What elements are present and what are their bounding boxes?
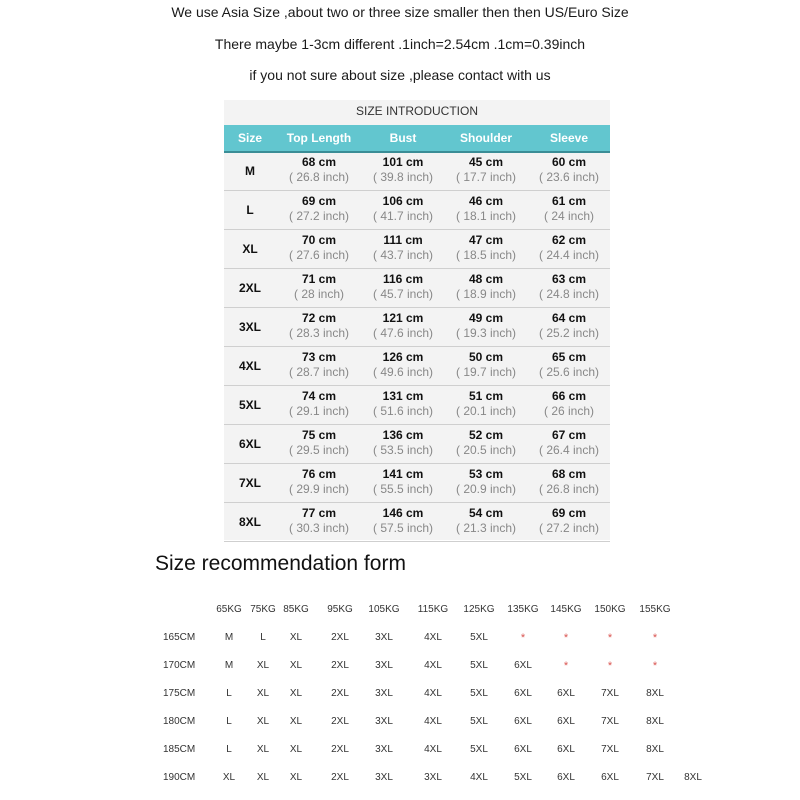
recommended-size: 5XL bbox=[470, 660, 488, 671]
cm-value: 49 cm bbox=[468, 311, 504, 325]
cm-value: 66 cm bbox=[551, 389, 587, 403]
recommended-size: 6XL bbox=[601, 772, 619, 783]
recommended-size: XL bbox=[256, 716, 270, 727]
not-available-mark: * bbox=[607, 660, 613, 672]
header-top-length: Top Length bbox=[286, 131, 352, 145]
recommended-size: XL bbox=[289, 688, 303, 699]
table-row bbox=[224, 503, 610, 542]
recommended-size: 4XL bbox=[424, 660, 442, 671]
measurement-cell bbox=[362, 347, 444, 385]
recommended-size: XL bbox=[256, 772, 270, 783]
size-table-body bbox=[224, 152, 610, 542]
recommended-size: M bbox=[224, 660, 234, 671]
measurement-cell bbox=[276, 464, 362, 502]
inch-value: ( 51.6 inch) bbox=[372, 404, 434, 418]
cm-value: 106 cm bbox=[382, 194, 424, 208]
size-recommendation-form bbox=[133, 544, 700, 800]
measurement-cell bbox=[444, 503, 528, 541]
inch-value: ( 43.7 inch) bbox=[372, 248, 434, 262]
measurement-cell bbox=[528, 503, 610, 541]
size-label: 5XL bbox=[238, 398, 261, 412]
measurement-cell bbox=[276, 425, 362, 463]
size-label: M bbox=[245, 164, 255, 178]
table-row bbox=[224, 269, 610, 308]
recommended-size: XL bbox=[222, 772, 236, 783]
cm-value: 63 cm bbox=[551, 272, 587, 286]
inch-value: ( 20.1 inch) bbox=[455, 404, 517, 418]
cm-value: 52 cm bbox=[468, 428, 504, 442]
inch-value: ( 24 inch) bbox=[543, 209, 595, 223]
cm-value: 116 cm bbox=[382, 272, 424, 286]
cm-value: 71 cm bbox=[301, 272, 337, 286]
recommended-size: 8XL bbox=[646, 688, 664, 699]
recommended-size: 2XL bbox=[331, 632, 349, 643]
measurement-cell bbox=[444, 191, 528, 229]
cm-value: 67 cm bbox=[551, 428, 587, 442]
recommended-size: 2XL bbox=[331, 744, 349, 755]
inch-value: ( 18.5 inch) bbox=[455, 248, 517, 262]
measurement-cell bbox=[276, 347, 362, 385]
inch-value: ( 23.6 inch) bbox=[538, 170, 600, 184]
cm-value: 65 cm bbox=[551, 350, 587, 364]
inch-value: ( 39.8 inch) bbox=[372, 170, 434, 184]
measurement-cell bbox=[362, 269, 444, 307]
cm-value: 70 cm bbox=[301, 233, 337, 247]
recommended-size: 5XL bbox=[470, 688, 488, 699]
recommended-size: 6XL bbox=[557, 744, 575, 755]
recommended-size: 6XL bbox=[557, 716, 575, 727]
recommended-size: L bbox=[226, 744, 232, 755]
inch-value: ( 29.9 inch) bbox=[288, 482, 350, 496]
measurement-cell bbox=[276, 386, 362, 424]
cm-value: 69 cm bbox=[551, 506, 587, 520]
size-label: 8XL bbox=[238, 515, 261, 529]
measurement-cell bbox=[362, 308, 444, 346]
cm-value: 146 cm bbox=[382, 506, 424, 520]
size-label: L bbox=[246, 203, 254, 217]
measurement-cell bbox=[276, 230, 362, 268]
inch-value: ( 29.1 inch) bbox=[288, 404, 350, 418]
contact-note: if you not sure about size ,please contact with us bbox=[249, 67, 551, 83]
inch-value: ( 27.2 inch) bbox=[288, 209, 350, 223]
cm-value: 136 cm bbox=[382, 428, 424, 442]
cm-value: 131 cm bbox=[382, 389, 424, 403]
recommended-size: 6XL bbox=[514, 688, 532, 699]
size-label: 7XL bbox=[238, 476, 261, 490]
weight-label: 155KG bbox=[639, 604, 671, 615]
recommended-size: XL bbox=[256, 660, 270, 671]
cm-value: 50 cm bbox=[468, 350, 504, 364]
conversion-note: There maybe 1-3cm different .1inch=2.54cm .1cm=0.39inch bbox=[214, 36, 586, 52]
size-label: XL bbox=[242, 242, 258, 256]
size-table-header bbox=[224, 125, 610, 153]
inch-value: ( 26.8 inch) bbox=[538, 482, 600, 496]
inch-value: ( 19.7 inch) bbox=[455, 365, 517, 379]
recommended-size: XL bbox=[289, 772, 303, 783]
inch-value: ( 19.3 inch) bbox=[455, 326, 517, 340]
not-available-mark: * bbox=[563, 632, 569, 644]
cm-value: 76 cm bbox=[301, 467, 337, 481]
measurement-cell bbox=[444, 308, 528, 346]
inch-value: ( 20.5 inch) bbox=[455, 443, 517, 457]
cm-value: 48 cm bbox=[468, 272, 504, 286]
cm-value: 73 cm bbox=[301, 350, 337, 364]
inch-value: ( 18.1 inch) bbox=[455, 209, 517, 223]
measurement-cell bbox=[528, 386, 610, 424]
cm-value: 141 cm bbox=[382, 467, 424, 481]
recommended-size: 3XL bbox=[424, 772, 442, 783]
inch-value: ( 47.6 inch) bbox=[372, 326, 434, 340]
measurement-cell bbox=[444, 269, 528, 307]
not-available-mark: * bbox=[652, 660, 658, 672]
table-row bbox=[224, 191, 610, 230]
recommended-size: 8XL bbox=[646, 744, 664, 755]
size-label: 2XL bbox=[238, 281, 261, 295]
inch-value: ( 55.5 inch) bbox=[372, 482, 434, 496]
cm-value: 45 cm bbox=[468, 155, 504, 169]
recommended-size: 6XL bbox=[514, 716, 532, 727]
inch-value: ( 41.7 inch) bbox=[372, 209, 434, 223]
recommended-size: 4XL bbox=[424, 632, 442, 643]
not-available-mark: * bbox=[563, 660, 569, 672]
measurement-cell bbox=[528, 191, 610, 229]
recommended-size: 6XL bbox=[557, 772, 575, 783]
size-label: 4XL bbox=[238, 359, 261, 373]
weight-label: 115KG bbox=[417, 604, 449, 615]
cm-value: 121 cm bbox=[382, 311, 424, 325]
recommended-size: 4XL bbox=[424, 688, 442, 699]
table-row bbox=[224, 425, 610, 464]
recommended-size: 5XL bbox=[470, 632, 488, 643]
measurement-cell bbox=[528, 152, 610, 190]
inch-value: ( 30.3 inch) bbox=[288, 521, 350, 535]
measurement-cell bbox=[362, 503, 444, 541]
measurement-cell bbox=[276, 152, 362, 190]
cm-value: 111 cm bbox=[383, 233, 423, 247]
measurement-cell bbox=[528, 464, 610, 502]
inch-value: ( 27.6 inch) bbox=[288, 248, 350, 262]
table-row bbox=[224, 464, 610, 503]
measurement-cell bbox=[362, 386, 444, 424]
header-shoulder: Shoulder bbox=[459, 131, 512, 145]
measurement-cell bbox=[444, 347, 528, 385]
recommended-size: 5XL bbox=[470, 744, 488, 755]
inch-value: ( 26 inch) bbox=[543, 404, 595, 418]
recommended-size: 2XL bbox=[331, 716, 349, 727]
weight-label: 125KG bbox=[463, 604, 495, 615]
recommended-size: 3XL bbox=[375, 772, 393, 783]
table-row bbox=[224, 347, 610, 386]
recommendation-title: Size recommendation form bbox=[155, 552, 406, 575]
cm-value: 61 cm bbox=[551, 194, 587, 208]
inch-value: ( 24.8 inch) bbox=[538, 287, 600, 301]
recommendation-grid bbox=[133, 544, 700, 800]
recommended-size: 4XL bbox=[424, 744, 442, 755]
recommended-size: 4XL bbox=[424, 716, 442, 727]
recommended-size: 3XL bbox=[375, 632, 393, 643]
asia-size-note: We use Asia Size ,about two or three size smaller then then US/Euro Size bbox=[171, 4, 629, 20]
inch-value: ( 45.7 inch) bbox=[372, 287, 434, 301]
inch-value: ( 18.9 inch) bbox=[455, 287, 517, 301]
not-available-mark: * bbox=[520, 632, 526, 644]
size-table-title: SIZE INTRODUCTION bbox=[356, 104, 478, 118]
recommended-size: XL bbox=[289, 660, 303, 671]
measurement-cell bbox=[362, 464, 444, 502]
table-row bbox=[224, 230, 610, 269]
measurement-cell bbox=[362, 230, 444, 268]
measurement-cell bbox=[528, 347, 610, 385]
measurement-cell bbox=[444, 425, 528, 463]
recommended-size: 5XL bbox=[470, 716, 488, 727]
recommended-size: XL bbox=[289, 716, 303, 727]
measurement-cell bbox=[444, 230, 528, 268]
measurement-cell bbox=[276, 191, 362, 229]
cm-value: 51 cm bbox=[468, 389, 504, 403]
table-row bbox=[224, 152, 610, 191]
recommended-size: 6XL bbox=[514, 744, 532, 755]
size-label: 6XL bbox=[238, 437, 261, 451]
inch-value: ( 29.5 inch) bbox=[288, 443, 350, 457]
measurement-cell bbox=[444, 386, 528, 424]
recommended-size: L bbox=[226, 716, 232, 727]
recommended-size: 3XL bbox=[375, 716, 393, 727]
cm-value: 77 cm bbox=[301, 506, 337, 520]
inch-value: ( 49.6 inch) bbox=[372, 365, 434, 379]
inch-value: ( 28 inch) bbox=[293, 287, 345, 301]
cm-value: 68 cm bbox=[301, 155, 337, 169]
measurement-cell bbox=[528, 230, 610, 268]
recommended-size: 2XL bbox=[331, 660, 349, 671]
weight-label: 95KG bbox=[327, 604, 353, 615]
recommended-size: 5XL bbox=[514, 772, 532, 783]
recommended-size: L bbox=[226, 688, 232, 699]
table-row bbox=[224, 386, 610, 425]
recommended-size: 8XL bbox=[684, 772, 702, 783]
recommended-size: 2XL bbox=[331, 688, 349, 699]
cm-value: 60 cm bbox=[551, 155, 587, 169]
weight-label: 145KG bbox=[550, 604, 582, 615]
cm-value: 68 cm bbox=[551, 467, 587, 481]
header-sleeve: Sleeve bbox=[549, 131, 589, 145]
not-available-mark: * bbox=[652, 632, 658, 644]
inch-value: ( 20.9 inch) bbox=[455, 482, 517, 496]
measurement-cell bbox=[362, 152, 444, 190]
inch-value: ( 26.8 inch) bbox=[288, 170, 350, 184]
weight-label: 105KG bbox=[368, 604, 400, 615]
recommended-size: 8XL bbox=[646, 716, 664, 727]
inch-value: ( 28.3 inch) bbox=[288, 326, 350, 340]
inch-value: ( 24.4 inch) bbox=[538, 248, 600, 262]
measurement-cell bbox=[528, 425, 610, 463]
recommended-size: XL bbox=[256, 744, 270, 755]
recommended-size: 7XL bbox=[601, 744, 619, 755]
height-label: 175CM bbox=[163, 688, 196, 699]
table-row bbox=[224, 308, 610, 347]
cm-value: 53 cm bbox=[468, 467, 504, 481]
measurement-cell bbox=[276, 503, 362, 541]
inch-value: ( 26.4 inch) bbox=[538, 443, 600, 457]
size-label: 3XL bbox=[238, 320, 261, 334]
cm-value: 47 cm bbox=[468, 233, 504, 247]
weight-label: 150KG bbox=[594, 604, 626, 615]
height-label: 185CM bbox=[163, 744, 196, 755]
recommended-size: 3XL bbox=[375, 660, 393, 671]
inch-value: ( 53.5 inch) bbox=[372, 443, 434, 457]
not-available-mark: * bbox=[607, 632, 613, 644]
recommended-size: XL bbox=[289, 744, 303, 755]
recommended-size: 6XL bbox=[514, 660, 532, 671]
cm-value: 46 cm bbox=[468, 194, 504, 208]
cm-value: 62 cm bbox=[551, 233, 587, 247]
measurement-cell bbox=[444, 152, 528, 190]
weight-label: 65KG bbox=[216, 604, 242, 615]
cm-value: 69 cm bbox=[301, 194, 337, 208]
cm-value: 75 cm bbox=[301, 428, 337, 442]
weight-label: 135KG bbox=[507, 604, 539, 615]
header-size: Size bbox=[237, 131, 262, 145]
recommended-size: 3XL bbox=[375, 688, 393, 699]
recommended-size: 3XL bbox=[375, 744, 393, 755]
inch-value: ( 27.2 inch) bbox=[538, 521, 600, 535]
inch-value: ( 21.3 inch) bbox=[455, 521, 517, 535]
cm-value: 64 cm bbox=[551, 311, 587, 325]
recommended-size: 6XL bbox=[557, 688, 575, 699]
recommended-size: L bbox=[260, 632, 266, 643]
recommended-size: XL bbox=[289, 632, 303, 643]
measurement-cell bbox=[528, 308, 610, 346]
measurement-cell bbox=[276, 269, 362, 307]
weight-label: 75KG bbox=[250, 604, 276, 615]
cm-value: 126 cm bbox=[382, 350, 424, 364]
cm-value: 101 cm bbox=[382, 155, 424, 169]
measurement-cell bbox=[276, 308, 362, 346]
measurement-cell bbox=[362, 425, 444, 463]
cm-value: 74 cm bbox=[301, 389, 337, 403]
header-bust: Bust bbox=[389, 131, 417, 145]
measurement-cell bbox=[362, 191, 444, 229]
inch-value: ( 17.7 inch) bbox=[455, 170, 517, 184]
recommended-size: 7XL bbox=[646, 772, 664, 783]
height-label: 190CM bbox=[163, 772, 196, 783]
recommended-size: 4XL bbox=[470, 772, 488, 783]
recommended-size: 7XL bbox=[601, 688, 619, 699]
measurement-cell bbox=[528, 269, 610, 307]
measurement-cell bbox=[444, 464, 528, 502]
cm-value: 72 cm bbox=[301, 311, 337, 325]
height-label: 180CM bbox=[163, 716, 196, 727]
recommended-size: 7XL bbox=[601, 716, 619, 727]
height-label: 165CM bbox=[163, 632, 196, 643]
inch-value: ( 28.7 inch) bbox=[288, 365, 350, 379]
height-label: 170CM bbox=[163, 660, 196, 671]
weight-label: 85KG bbox=[283, 604, 309, 615]
recommended-size: XL bbox=[256, 688, 270, 699]
inch-value: ( 57.5 inch) bbox=[372, 521, 434, 535]
inch-value: ( 25.2 inch) bbox=[538, 326, 600, 340]
cm-value: 54 cm bbox=[468, 506, 504, 520]
inch-value: ( 25.6 inch) bbox=[538, 365, 600, 379]
recommended-size: M bbox=[224, 632, 234, 643]
recommended-size: 2XL bbox=[331, 772, 349, 783]
